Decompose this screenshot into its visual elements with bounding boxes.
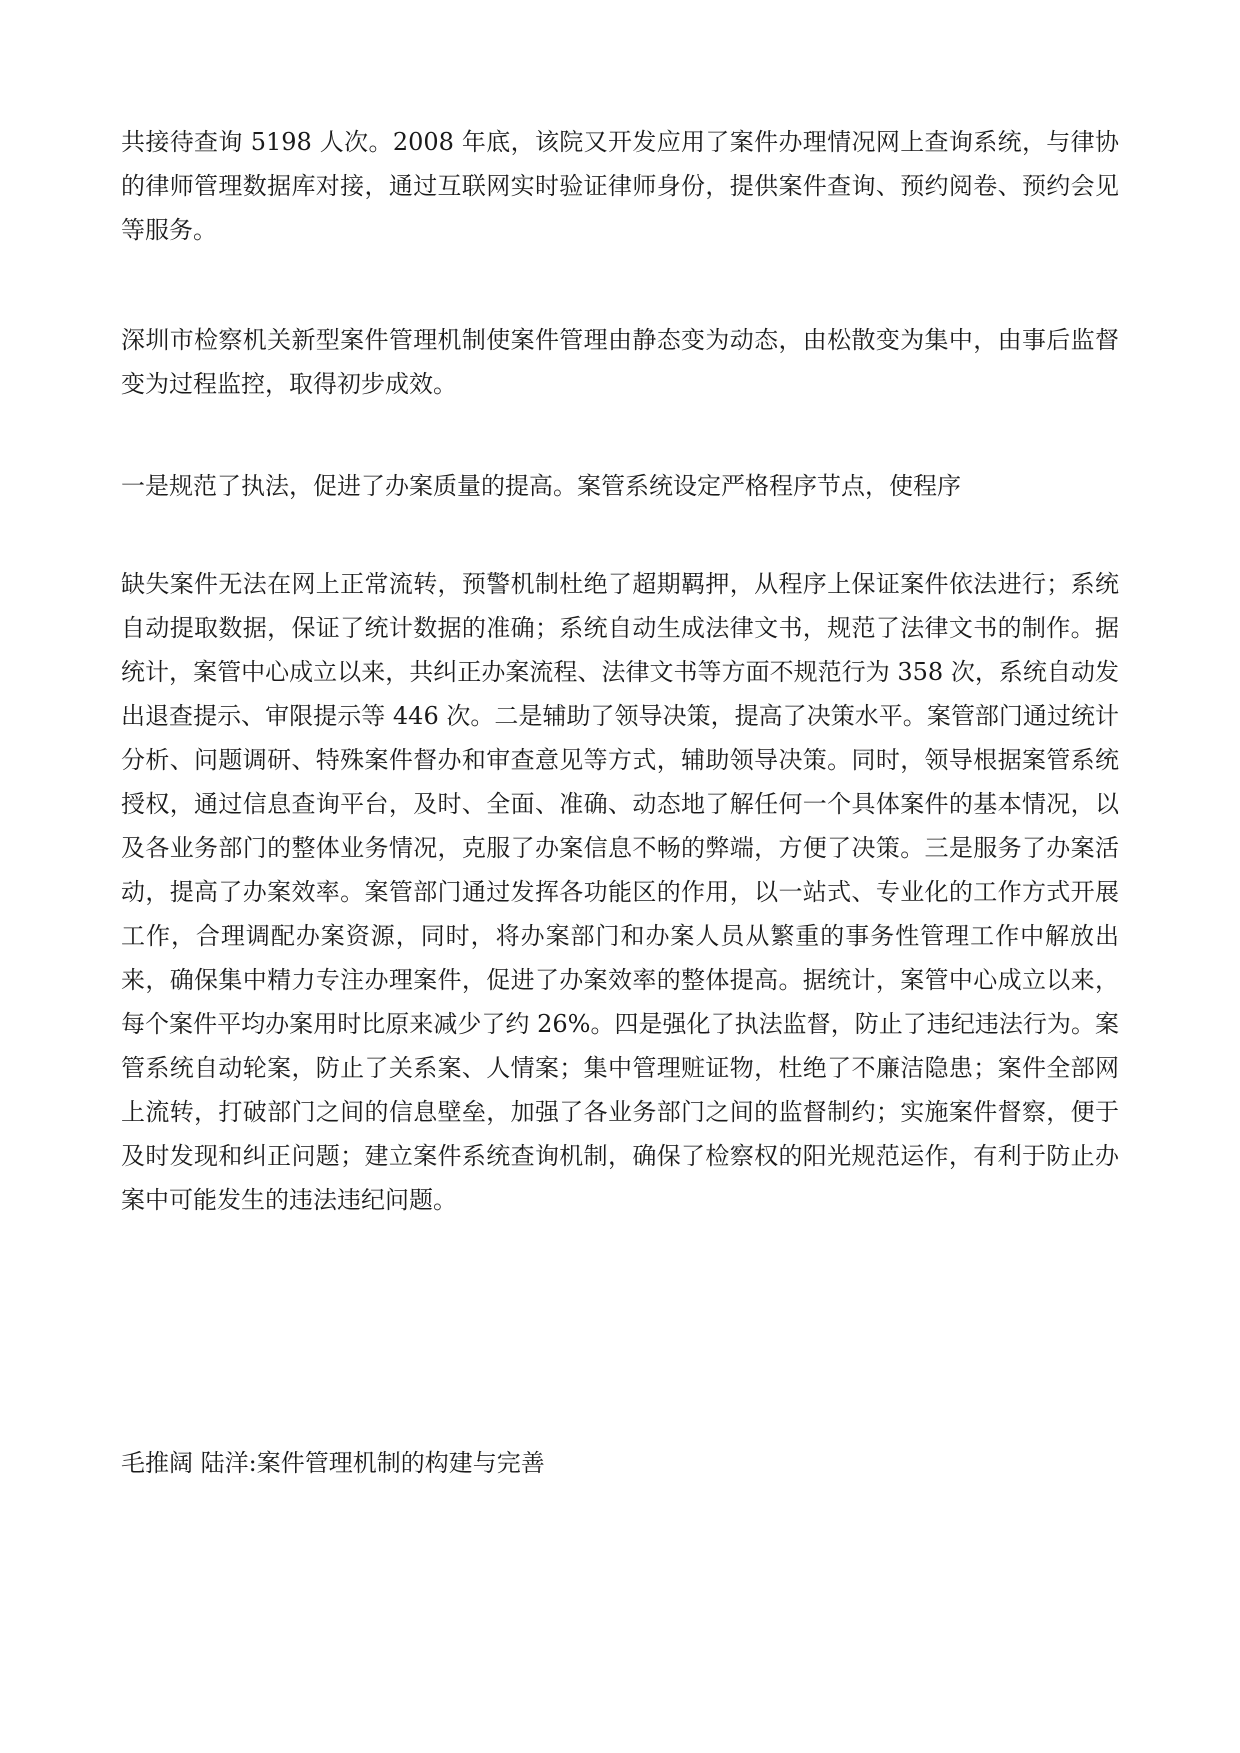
paragraph-results-detail: 缺失案件无法在网上正常流转，预警机制杜绝了超期羁押，从程序上保证案件依法进行；系统自动提取数据，保证了统计数据的准确；系统自动生成法律文书，规范了法律文书的制作。据统计，案管中心成立以来，共纠正办案流程、法律文书等方面不规范行为 358 次，系统自动发出退查提示、审限提示等 446 次。二是辅助了领导决策，提高了决策水平。案管部门通过统计分析、问题调研、特殊案件督办和审查意见等方式，辅助领导决策。同时，领导根据案管系统授权，通过信息查询平台，及时、全面、准确、动态地了解任何一个具体案件的基本情况，以及各业务部门的整体业务情况，克服了办案信息不畅的弊端，方便了决策。三是服务了办案活动，提高了办案效率。案管部门通过发挥各功能区的作用，以一站式、专业化的工作方式开展工作，合理调配办案资源，同时，将办案部门和办案人员从繁重的事务性管理工作中解放出来，确保集中精力专注办理案件，促进了办案效率的整体提高。据统计，案管中心成立以来，每个案件平均办案用时比原来减少了约 26%。四是强化了执法监督，防止了违纪违法行为。案管系统自动轮案，防止了关系案、人情案；集中管理赃证物，杜绝了不廉洁隐患；案件全部网上流转，打破部门之间的信息壁垒，加强了各业务部门之间的监督制约；实施案件督察，便于及时发现和纠正问题；建立案件系统查询机制，确保了检察权的阳光规范运作，有利于防止办案中可能发生的违法违纪问题。 <box>121 570 1119 1214</box>
source-citation: 毛推阔 陆洋:案件管理机制的构建与完善 <box>121 1449 545 1477</box>
paragraph-query-system: 共接待查询 5198 人次。2008 年底，该院又开发应用了案件办理情况网上查询系统，与律协的律师管理数据库对接，通过互联网实时验证律师身份，提供案件查询、预约阅卷、预约会见等服务。 <box>121 128 1119 244</box>
paragraph-standardized-enforcement: 一是规范了执法，促进了办案质量的提高。案管系统设定严格程序节点，使程序 <box>121 472 961 500</box>
paragraph-management-mechanism: 深圳市检察机关新型案件管理机制使案件管理由静态变为动态，由松散变为集中，由事后监督变为过程监控，取得初步成效。 <box>121 326 1119 398</box>
